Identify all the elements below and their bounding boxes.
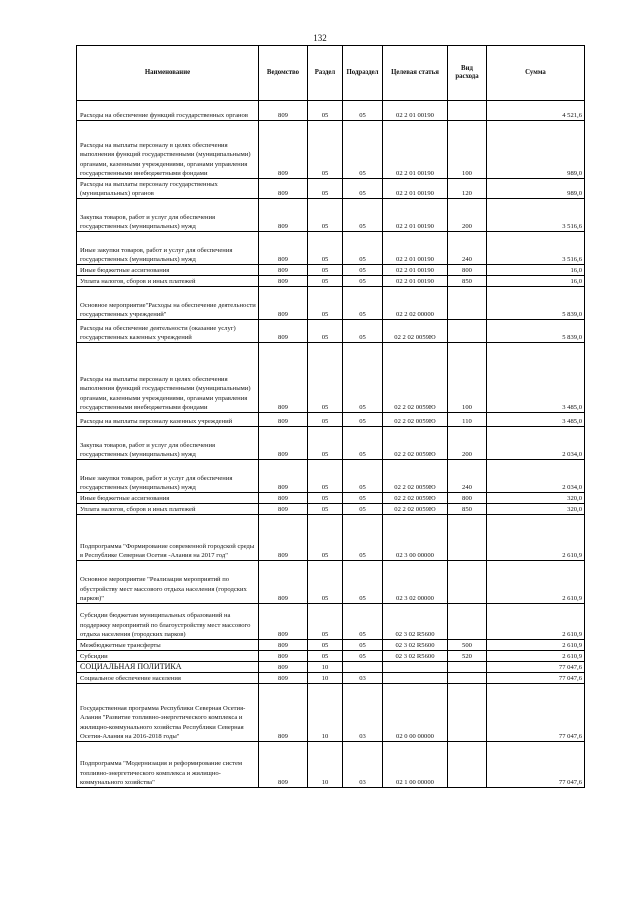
cell-razd: 05 <box>308 121 343 179</box>
cell-vid <box>448 742 487 788</box>
cell-name: Закупка товаров, работ и услуг для обеспечения государственных (муниципальных) нужд <box>77 199 259 232</box>
cell-razd: 05 <box>308 343 343 413</box>
cell-podr <box>343 662 383 673</box>
cell-sum: 320,0 <box>487 493 585 504</box>
header-podrazdel: Подраздел <box>343 46 383 101</box>
cell-sum: 2 034,0 <box>487 427 585 460</box>
cell-name: Иные закупки товаров, работ и услуг для обеспечения государственных (муниципальных) нужд <box>77 460 259 493</box>
cell-podr: 05 <box>343 101 383 121</box>
cell-ved: 809 <box>259 640 308 651</box>
cell-podr: 05 <box>343 504 383 515</box>
cell-podr: 05 <box>343 427 383 460</box>
cell-ved: 809 <box>259 276 308 287</box>
cell-name: Расходы на выплаты персоналу государственных (муниципальных) органов <box>77 179 259 199</box>
cell-vid: 100 <box>448 121 487 179</box>
cell-cs: 02 0 00 00000 <box>383 684 448 742</box>
cell-sum: 2 610,9 <box>487 651 585 662</box>
cell-vid: 240 <box>448 460 487 493</box>
cell-cs: 02 2 01 00190 <box>383 232 448 265</box>
cell-vid: 240 <box>448 232 487 265</box>
cell-sum: 320,0 <box>487 504 585 515</box>
cell-razd: 05 <box>308 460 343 493</box>
cell-name: Межбюджетные трансферты <box>77 640 259 651</box>
cell-vid: 120 <box>448 179 487 199</box>
cell-razd: 05 <box>308 493 343 504</box>
cell-cs: 02 2 02 0059Ю <box>383 493 448 504</box>
header-razdel: Раздел <box>308 46 343 101</box>
cell-cs: 02 2 01 00190 <box>383 121 448 179</box>
cell-podr: 05 <box>343 287 383 320</box>
cell-ved: 809 <box>259 604 308 640</box>
cell-razd: 05 <box>308 604 343 640</box>
table-row <box>77 493 585 504</box>
table-row <box>77 604 585 640</box>
cell-sum: 2 610,9 <box>487 640 585 651</box>
cell-cs: 02 2 02 0059Ю <box>383 413 448 427</box>
cell-razd: 05 <box>308 413 343 427</box>
cell-name: Расходы на выплаты персоналу в целях обеспечения выполнения функций государственными (муниципальными) органами, казенными учреждениями, органами управления государственными внебюджетными фондами <box>77 343 259 413</box>
cell-sum: 77 047,6 <box>487 662 585 673</box>
cell-cs: 02 3 00 00000 <box>383 515 448 561</box>
cell-ved: 809 <box>259 684 308 742</box>
cell-podr: 05 <box>343 561 383 604</box>
cell-name: Подпрограмма "Модернизация и реформирование систем топливно-энергетического комплекса и жилищно-коммунального хозяйства" <box>77 742 259 788</box>
budget-table <box>76 45 585 788</box>
header-name: Наименование <box>77 46 259 101</box>
cell-sum: 16,0 <box>487 265 585 276</box>
cell-razd: 05 <box>308 427 343 460</box>
cell-cs: 02 3 02 R5600 <box>383 640 448 651</box>
cell-sum: 2 034,0 <box>487 460 585 493</box>
table-row <box>77 742 585 788</box>
cell-sum: 3 516,6 <box>487 232 585 265</box>
cell-cs: 02 2 02 0059Ю <box>383 460 448 493</box>
cell-razd: 05 <box>308 101 343 121</box>
cell-sum: 2 610,9 <box>487 561 585 604</box>
cell-sum: 77 047,6 <box>487 742 585 788</box>
table-row <box>77 662 585 673</box>
cell-sum: 2 610,9 <box>487 515 585 561</box>
cell-cs: 02 2 01 00190 <box>383 101 448 121</box>
cell-cs: 02 2 02 0059Ю <box>383 504 448 515</box>
cell-cs: 02 2 02 0059Ю <box>383 343 448 413</box>
cell-name: Иные бюджетные ассигнования <box>77 265 259 276</box>
cell-vid: 500 <box>448 640 487 651</box>
cell-razd: 05 <box>308 232 343 265</box>
cell-ved: 809 <box>259 101 308 121</box>
cell-razd: 05 <box>308 179 343 199</box>
cell-podr: 05 <box>343 276 383 287</box>
cell-cs <box>383 662 448 673</box>
cell-sum: 3 516,6 <box>487 199 585 232</box>
cell-cs <box>383 673 448 684</box>
cell-sum: 989,0 <box>487 121 585 179</box>
table-row <box>77 179 585 199</box>
cell-ved: 809 <box>259 662 308 673</box>
header-summa: Сумма <box>487 46 585 101</box>
cell-name: Уплата налогов, сборов и иных платежей <box>77 504 259 515</box>
cell-cs: 02 2 02 0059Ю <box>383 320 448 343</box>
cell-ved: 809 <box>259 427 308 460</box>
cell-razd: 10 <box>308 673 343 684</box>
cell-vid <box>448 320 487 343</box>
cell-vid: 800 <box>448 265 487 276</box>
cell-name: Субсидии <box>77 651 259 662</box>
table-row <box>77 504 585 515</box>
cell-cs: 02 2 02 0059Ю <box>383 427 448 460</box>
table-row <box>77 343 585 413</box>
cell-ved: 809 <box>259 179 308 199</box>
cell-name: Расходы на выплаты персоналу в целях обеспечения выполнения функций государственными (муниципальными) органами, казенными учреждениями, органами управления государственными внебюджетными фондами <box>77 121 259 179</box>
cell-podr: 03 <box>343 742 383 788</box>
cell-razd: 10 <box>308 662 343 673</box>
table-row <box>77 320 585 343</box>
cell-sum: 2 610,9 <box>487 604 585 640</box>
cell-podr: 05 <box>343 199 383 232</box>
table-row <box>77 673 585 684</box>
cell-cs: 02 2 02 00000 <box>383 287 448 320</box>
cell-name: Социальное обеспечение населения <box>77 673 259 684</box>
cell-ved: 809 <box>259 265 308 276</box>
cell-razd: 05 <box>308 276 343 287</box>
cell-name: СОЦИАЛЬНАЯ ПОЛИТИКА <box>77 662 259 673</box>
cell-name: Иные закупки товаров, работ и услуг для обеспечения государственных (муниципальных) нужд <box>77 232 259 265</box>
cell-name: Основное мероприятие "Реализация мероприятий по обустройству мест массового отдыха населения (городских парков)" <box>77 561 259 604</box>
cell-ved: 809 <box>259 515 308 561</box>
cell-name: Основное мероприятие"Расходы на обеспечение деятельности государственных учреждений" <box>77 287 259 320</box>
cell-name: Иные бюджетные ассигнования <box>77 493 259 504</box>
cell-podr: 03 <box>343 673 383 684</box>
cell-cs: 02 1 00 00000 <box>383 742 448 788</box>
cell-vid <box>448 662 487 673</box>
page-number: 132 <box>313 33 327 43</box>
cell-podr: 05 <box>343 179 383 199</box>
cell-vid: 100 <box>448 343 487 413</box>
table-row <box>77 413 585 427</box>
cell-sum: 3 485,0 <box>487 413 585 427</box>
cell-name: Расходы на обеспечение функций государственных органов <box>77 101 259 121</box>
cell-vid <box>448 561 487 604</box>
cell-name: Расходы на выплаты персоналу казенных учреждений <box>77 413 259 427</box>
cell-podr: 05 <box>343 604 383 640</box>
cell-ved: 809 <box>259 287 308 320</box>
cell-razd: 10 <box>308 742 343 788</box>
header-vedomstvo: Ведомство <box>259 46 308 101</box>
table-row <box>77 684 585 742</box>
cell-podr: 05 <box>343 640 383 651</box>
cell-razd: 05 <box>308 640 343 651</box>
cell-name: Расходы на обеспечение деятельности (оказание услуг) государственных казенных учреждений <box>77 320 259 343</box>
cell-ved: 809 <box>259 460 308 493</box>
cell-name: Государственная программа Республики Северная Осетия-Алания "Развитие топливно-энергетического комплекса и жилищно-коммунального хозяйства Республики Северная Осетия-Алания на 2016-2018 годы" <box>77 684 259 742</box>
cell-podr: 05 <box>343 651 383 662</box>
cell-sum: 77 047,6 <box>487 684 585 742</box>
table-row <box>77 265 585 276</box>
cell-podr: 05 <box>343 460 383 493</box>
cell-sum: 5 839,0 <box>487 287 585 320</box>
cell-razd: 05 <box>308 265 343 276</box>
cell-podr: 05 <box>343 121 383 179</box>
cell-vid: 520 <box>448 651 487 662</box>
cell-razd: 05 <box>308 199 343 232</box>
cell-cs: 02 3 02 R5600 <box>383 651 448 662</box>
header-row <box>77 46 585 101</box>
cell-sum: 3 485,0 <box>487 343 585 413</box>
cell-name: Уплата налогов, сборов и иных платежей <box>77 276 259 287</box>
cell-podr: 05 <box>343 320 383 343</box>
header-tselevaya: Целевая статья <box>383 46 448 101</box>
table-row <box>77 515 585 561</box>
table-row <box>77 561 585 604</box>
cell-razd: 10 <box>308 684 343 742</box>
table-row <box>77 232 585 265</box>
table-body <box>77 101 585 788</box>
cell-vid: 200 <box>448 427 487 460</box>
cell-cs: 02 3 02 R5600 <box>383 604 448 640</box>
cell-vid <box>448 101 487 121</box>
cell-vid: 850 <box>448 504 487 515</box>
cell-vid <box>448 684 487 742</box>
cell-vid: 800 <box>448 493 487 504</box>
cell-vid: 850 <box>448 276 487 287</box>
cell-ved: 809 <box>259 343 308 413</box>
table-row <box>77 199 585 232</box>
cell-podr: 05 <box>343 413 383 427</box>
header-vid: Вид расхода <box>448 46 487 101</box>
cell-cs: 02 2 01 00190 <box>383 265 448 276</box>
cell-name: Подпрограмма "Формирование современной городской среды в Республике Северная Осетия -Алания на 2017 год" <box>77 515 259 561</box>
cell-podr: 05 <box>343 232 383 265</box>
cell-sum: 989,0 <box>487 179 585 199</box>
cell-vid <box>448 673 487 684</box>
table-row <box>77 640 585 651</box>
cell-ved: 809 <box>259 651 308 662</box>
cell-ved: 809 <box>259 561 308 604</box>
cell-podr: 05 <box>343 515 383 561</box>
cell-ved: 809 <box>259 199 308 232</box>
cell-ved: 809 <box>259 673 308 684</box>
cell-ved: 809 <box>259 504 308 515</box>
table-row <box>77 651 585 662</box>
table-row <box>77 276 585 287</box>
cell-vid <box>448 287 487 320</box>
cell-ved: 809 <box>259 493 308 504</box>
cell-vid <box>448 515 487 561</box>
cell-razd: 05 <box>308 561 343 604</box>
cell-name: Закупка товаров, работ и услуг для обеспечения государственных (муниципальных) нужд <box>77 427 259 460</box>
cell-ved: 809 <box>259 232 308 265</box>
cell-podr: 03 <box>343 684 383 742</box>
table-row <box>77 121 585 179</box>
cell-ved: 809 <box>259 413 308 427</box>
cell-sum: 5 839,0 <box>487 320 585 343</box>
cell-podr: 05 <box>343 265 383 276</box>
cell-ved: 809 <box>259 320 308 343</box>
cell-cs: 02 2 01 00190 <box>383 199 448 232</box>
table-row <box>77 427 585 460</box>
cell-razd: 05 <box>308 287 343 320</box>
cell-podr: 05 <box>343 493 383 504</box>
cell-cs: 02 3 02 00000 <box>383 561 448 604</box>
cell-name: Субсидии бюджетам муниципальных образований на поддержку мероприятий по благоустройству мест массового отдыха населения (городских парков) <box>77 604 259 640</box>
cell-cs: 02 2 01 00190 <box>383 179 448 199</box>
cell-razd: 05 <box>308 651 343 662</box>
cell-sum: 16,0 <box>487 276 585 287</box>
cell-vid: 200 <box>448 199 487 232</box>
table-row <box>77 101 585 121</box>
cell-vid <box>448 604 487 640</box>
cell-ved: 809 <box>259 121 308 179</box>
cell-razd: 05 <box>308 515 343 561</box>
table-row <box>77 287 585 320</box>
cell-sum: 4 521,6 <box>487 101 585 121</box>
cell-cs: 02 2 01 00190 <box>383 276 448 287</box>
table-row <box>77 460 585 493</box>
cell-razd: 05 <box>308 504 343 515</box>
cell-ved: 809 <box>259 742 308 788</box>
cell-razd: 05 <box>308 320 343 343</box>
cell-sum: 77 047,6 <box>487 673 585 684</box>
cell-podr: 05 <box>343 343 383 413</box>
cell-vid: 110 <box>448 413 487 427</box>
